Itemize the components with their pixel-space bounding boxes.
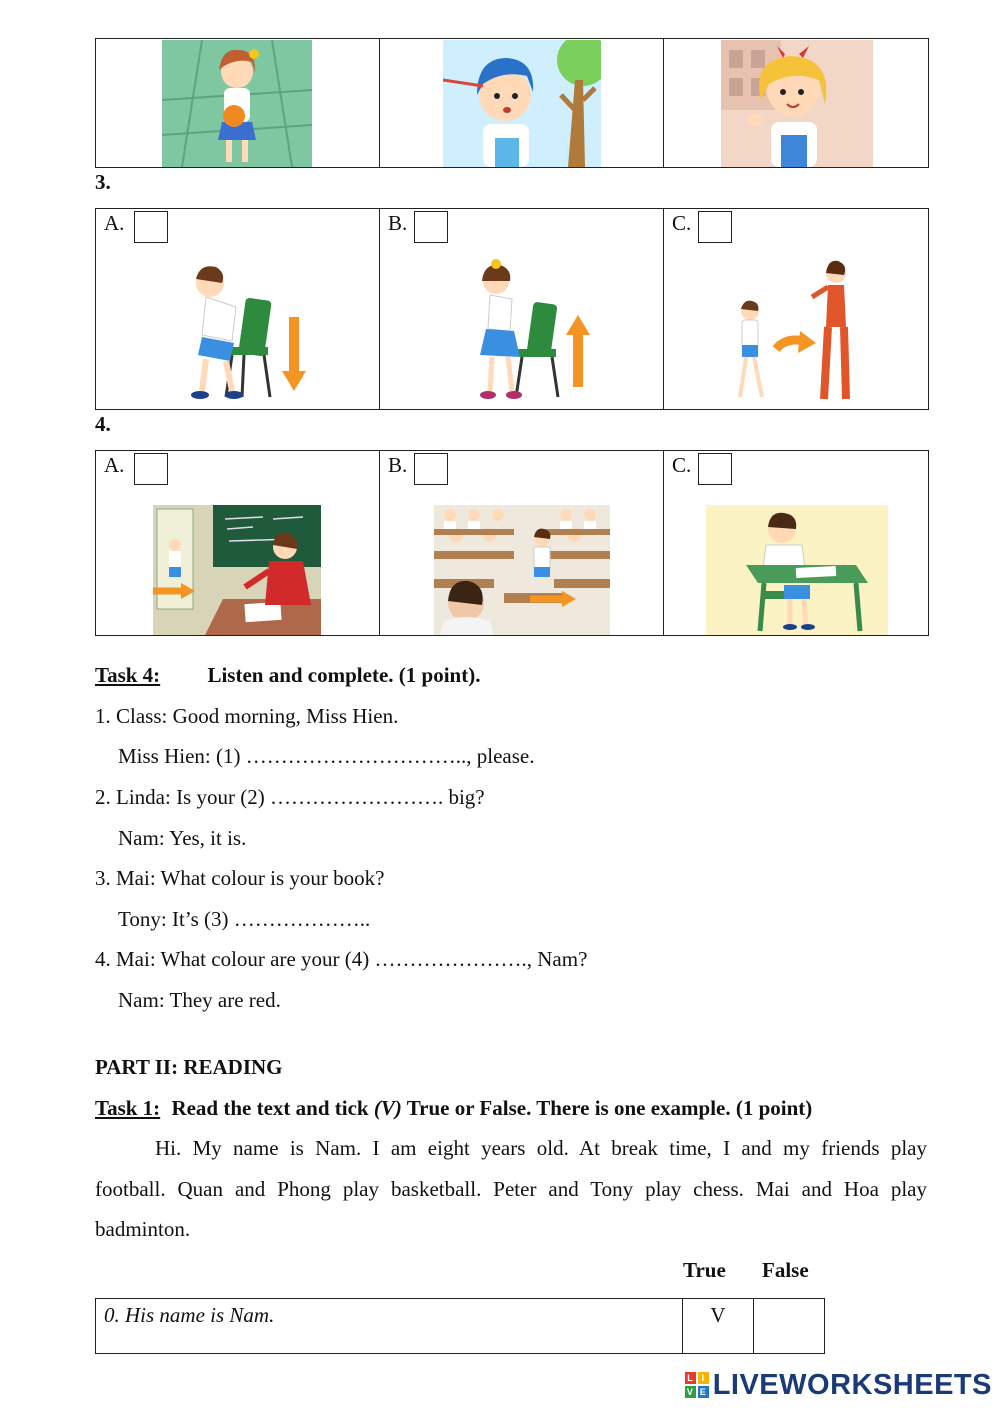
girl-standing-up-picture <box>464 257 604 407</box>
q4-option-a-label: A. <box>104 453 125 477</box>
q3-option-b <box>380 209 664 410</box>
task4-line-3[interactable]: 2. Linda: Is your (2) ……………………. big? <box>95 785 485 809</box>
question-3-options <box>95 208 929 410</box>
q4-option-b-checkbox[interactable] <box>414 453 448 485</box>
question-3-number: 3. <box>95 170 111 194</box>
boy-sitting-down-picture <box>172 257 322 407</box>
reading-passage-line-2: football. Quan and Phong play basketball. Peter and Tony play chess. Mai and Hoa play <box>95 1177 927 1201</box>
task4-line-7[interactable]: 4. Mai: What colour are your (4) …………………., Nam? <box>95 947 588 971</box>
q3-option-a <box>96 209 380 410</box>
reading-task1-instruction-b: True or False. There is one example. (1 point) <box>401 1096 813 1120</box>
q4-option-a <box>96 451 380 636</box>
top-cell-2 <box>380 39 664 168</box>
q3-option-c-checkbox[interactable] <box>698 211 732 243</box>
reading-task1-tick-symbol: (V) <box>373 1096 402 1120</box>
true-false-table <box>95 1298 825 1354</box>
question-4-options <box>95 450 929 636</box>
liveworksheets-logo <box>685 1365 992 1405</box>
reading-task1-label: Task 1: <box>95 1096 161 1120</box>
example-false-cell[interactable] <box>754 1299 825 1354</box>
example-true-cell[interactable]: V <box>683 1299 754 1354</box>
task4-line-4: Nam: Yes, it is. <box>118 826 247 850</box>
example-statement: 0. His name is Nam. <box>96 1299 683 1354</box>
q4-option-a-checkbox[interactable] <box>134 453 168 485</box>
q3-option-b-checkbox[interactable] <box>414 211 448 243</box>
task4-heading <box>95 663 480 688</box>
question-4-number: 4. <box>95 412 111 436</box>
column-false-header: False <box>762 1258 809 1282</box>
boy-walking-to-teacher-picture <box>724 257 874 407</box>
q4-option-c-label: C. <box>672 453 692 477</box>
q4-option-b-label: B. <box>388 453 408 477</box>
q3-option-a-checkbox[interactable] <box>134 211 168 243</box>
reading-passage-line-3: badminton. <box>95 1217 191 1241</box>
girl-coming-in-classroom-picture <box>153 505 321 635</box>
column-true-header: True <box>683 1258 726 1282</box>
part2-heading: PART II: READING <box>95 1055 283 1079</box>
table-row <box>96 1299 825 1354</box>
q3-option-c <box>664 209 929 410</box>
q4-option-b <box>380 451 664 636</box>
q4-option-c-checkbox[interactable] <box>698 453 732 485</box>
top-cell-3 <box>664 39 929 168</box>
reading-task1-heading <box>95 1096 812 1121</box>
top-picture-row <box>95 38 929 168</box>
q4-option-c <box>664 451 929 636</box>
task4-line-1: 1. Class: Good morning, Miss Hien. <box>95 704 399 728</box>
girl-with-ball-picture <box>162 40 312 167</box>
liveworksheets-logo-icon: L I V E <box>685 1372 709 1398</box>
task4-line-6[interactable]: Tony: It’s (3) ……………….. <box>118 907 371 931</box>
reading-passage-line-1: Hi. My name is Nam. I am eight years old. At break time, I and my friends play <box>155 1136 927 1160</box>
task4-line-5: 3. Mai: What colour is your book? <box>95 866 385 890</box>
liveworksheets-wordmark: LIVEWORKSHEETS <box>712 1368 992 1401</box>
task4-line-8: Nam: They are red. <box>118 988 281 1012</box>
boy-writing-at-desk-picture <box>706 505 888 635</box>
q3-option-a-label: A. <box>104 211 125 235</box>
task4-line-2[interactable]: Miss Hien: (1) ………………………….., please. <box>118 744 535 768</box>
q3-option-b-label: B. <box>388 211 408 235</box>
blonde-girl-waving-picture <box>721 40 873 167</box>
q3-option-c-label: C. <box>672 211 692 235</box>
task4-instruction: Listen and complete. (1 point). <box>207 663 481 687</box>
reading-task1-instruction-a: Read the text and tick <box>171 1096 374 1120</box>
girl-by-tree-picture <box>443 40 601 167</box>
top-cell-1 <box>96 39 380 168</box>
pupil-going-out-picture <box>434 505 610 635</box>
task4-label: Task 4: <box>95 663 161 687</box>
